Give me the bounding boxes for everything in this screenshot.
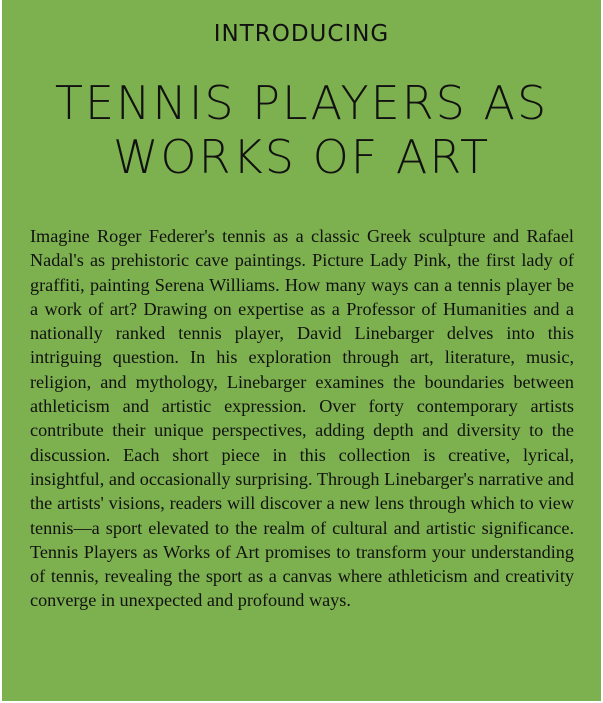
eyebrow-heading: INTRODUCING (213, 21, 390, 47)
book-title-line-2: WORKS OF ART (112, 130, 491, 184)
book-title (2, 76, 601, 184)
book-description: Imagine Roger Federer's tennis as a classic Greek sculpture and Rafael Nadal's as prehistoric cave paintings. Picture Lady Pink, the first lady of graffiti, painting Serena Williams. How many ways can a tennis player be a work of art? Drawing on expertise as a Professor of Humanities and a nationally ranked tennis player, David Linebarger delves into this intriguing question. In his exploration through art, literature, music, religion, and mythology, Linebarger examines the boundaries between athleticism and artistic expression. Over forty contemporary artists contribute their unique perspectives, adding depth and diversity to the discussion. Each short piece in this collection is creative, lyrical, insightful, and occasionally surprising. Through Linebarger's narrative and the artists' visions, readers will discover a new lens through which to view tennis—a sport elevated to the realm of cultural and artistic significance. Tennis Players as Works of Art promises to transform your understanding of tennis, revealing the sport as a canvas where athleticism and creativity converge in unexpected and profound ways. (30, 226, 574, 611)
book-title-line-1: TENNIS PLAYERS AS (54, 76, 549, 130)
promo-panel (2, 0, 601, 701)
